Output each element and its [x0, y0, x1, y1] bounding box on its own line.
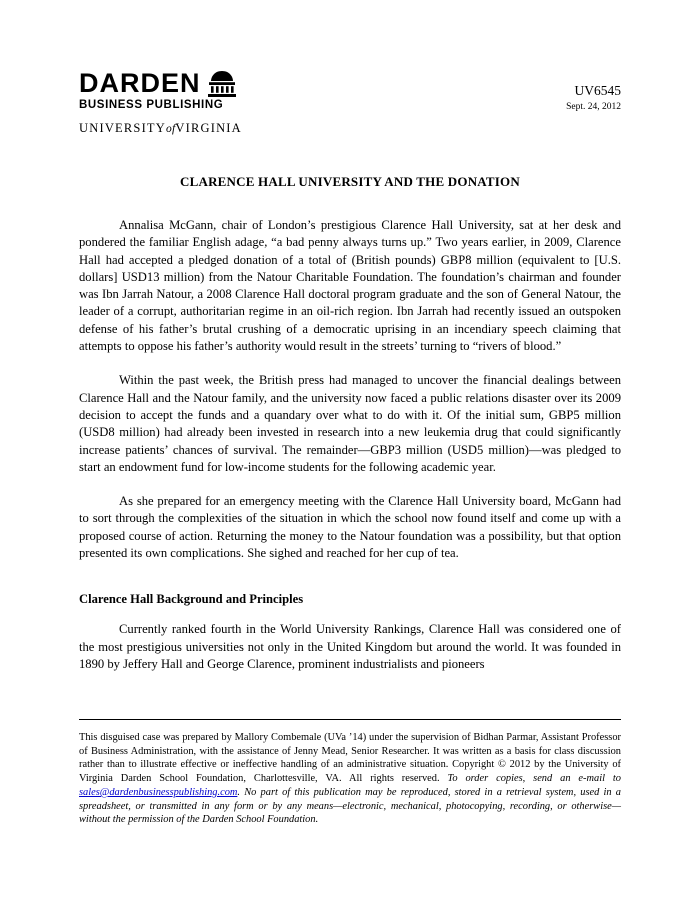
uva-word-of: of [166, 123, 176, 135]
rotunda-icon [208, 71, 236, 97]
business-publishing-label: BUSINESS PUBLISHING [79, 99, 224, 111]
darden-logo [79, 70, 242, 136]
body-paragraph-1: Annalisa McGann, chair of London’s prestigious Clarence Hall University, sat at her desk and pondered the familiar English adage, “a bad penny always turns up.” Two years earlier, in 2009, Clarence Hall had accepted a pledged donation of a total of (British pounds) GBP8 million (equivalent to [U.S. dollars] USD13 million) from the Natour Charitable Foundation. The foundation’s chairman and founder was Ibn Jarrah Natour, a 2008 Clarence Hall doctoral program graduate and the son of General Natour, the leader of a corrupt, authoritarian regime in an oil-rich region. Ibn Jarrah had recently issued an outspoken defense of his father’s brutal crushing of a democratic uprising in an incendiary speech claiming that attempts to oppose his father’s authority would result in the streets’ turning to “rivers of blood.” [79, 218, 621, 354]
body-paragraph-3: As she prepared for an emergency meeting with the Clarence Hall University board, McGann had to sort through the complexities of the situation in which the school now found itself and come up with a proposed course of action. Returning the money to the Natour foundation was a possibility, but that option presented its own complications. She sighed and reached for her cup of tea. [79, 494, 621, 561]
document-header [0, 0, 700, 136]
email-link[interactable]: sales@dardenbusinesspublishing.com [79, 786, 238, 798]
uva-word-virginia: VIRGINIA [175, 121, 242, 135]
footer-text-after-email: . No part of this publication may be reproduced, stored in a retrieval system, used in a spreadsheet, or transmitted in any form or by any means—electronic, mechanical, photocopying, recording, or otherwise—without the permission of the Darden School Foundation. [79, 786, 621, 826]
document-number: UV6545 [574, 83, 621, 98]
footer-order-copies-text: To order copies, send an e-mail to [447, 773, 621, 785]
darden-wordmark: DARDEN [79, 68, 201, 98]
body-paragraph-2: Within the past week, the British press had managed to uncover the financial dealings between Clarence Hall and the Natour family, and the university now faced a public relations disaster over its 2009 decision to accept the funds and a quandary over what to do with it. Of the initial sum, GBP5 million (USD8 million) had already been invested in research into a new leukemia drug that could significantly increase patients’ chances of survival. The remainder—GBP3 million (USD5 million)—was pledged to start an endowment fund for low-income students for the following academic year. [79, 373, 621, 474]
footer-paragraph [79, 731, 621, 827]
document-date: Sept. 24, 2012 [566, 102, 621, 112]
document-id-block [566, 70, 621, 112]
footer-note [79, 719, 621, 827]
uva-word-university: UNIVERSITY [79, 121, 166, 135]
body-paragraph-4: Currently ranked fourth in the World University Rankings, Clarence Hall was considered one of the most prestigious universities not only in the United Kingdom but around the world. It was founded in 1890 by Jeffery Hall and George Clarence, prominent industrialists and pioneers [79, 622, 621, 671]
document-title: CLARENCE HALL UNIVERSITY AND THE DONATION [180, 174, 520, 189]
university-of-virginia-label [79, 121, 242, 136]
section-heading: Clarence Hall Background and Principles [79, 592, 304, 607]
document-body [0, 174, 700, 673]
darden-logo-top [79, 70, 242, 97]
footer-text-regular: This disguised case was prepared by Mallory Combemale (UVa ’14) under the supervision of Bidhan Parmar, Assistant Professor of Business Administration, with the assistance of Jenny Mead, Senior Researcher. It was written as a basis for class discussion rather than to illustrate effective or ineffective handling of an administrative situation. Copyright © 2012 by the University of Virginia Darden School Foundation, Charlottesville, VA. All rights reserved. [79, 732, 621, 785]
